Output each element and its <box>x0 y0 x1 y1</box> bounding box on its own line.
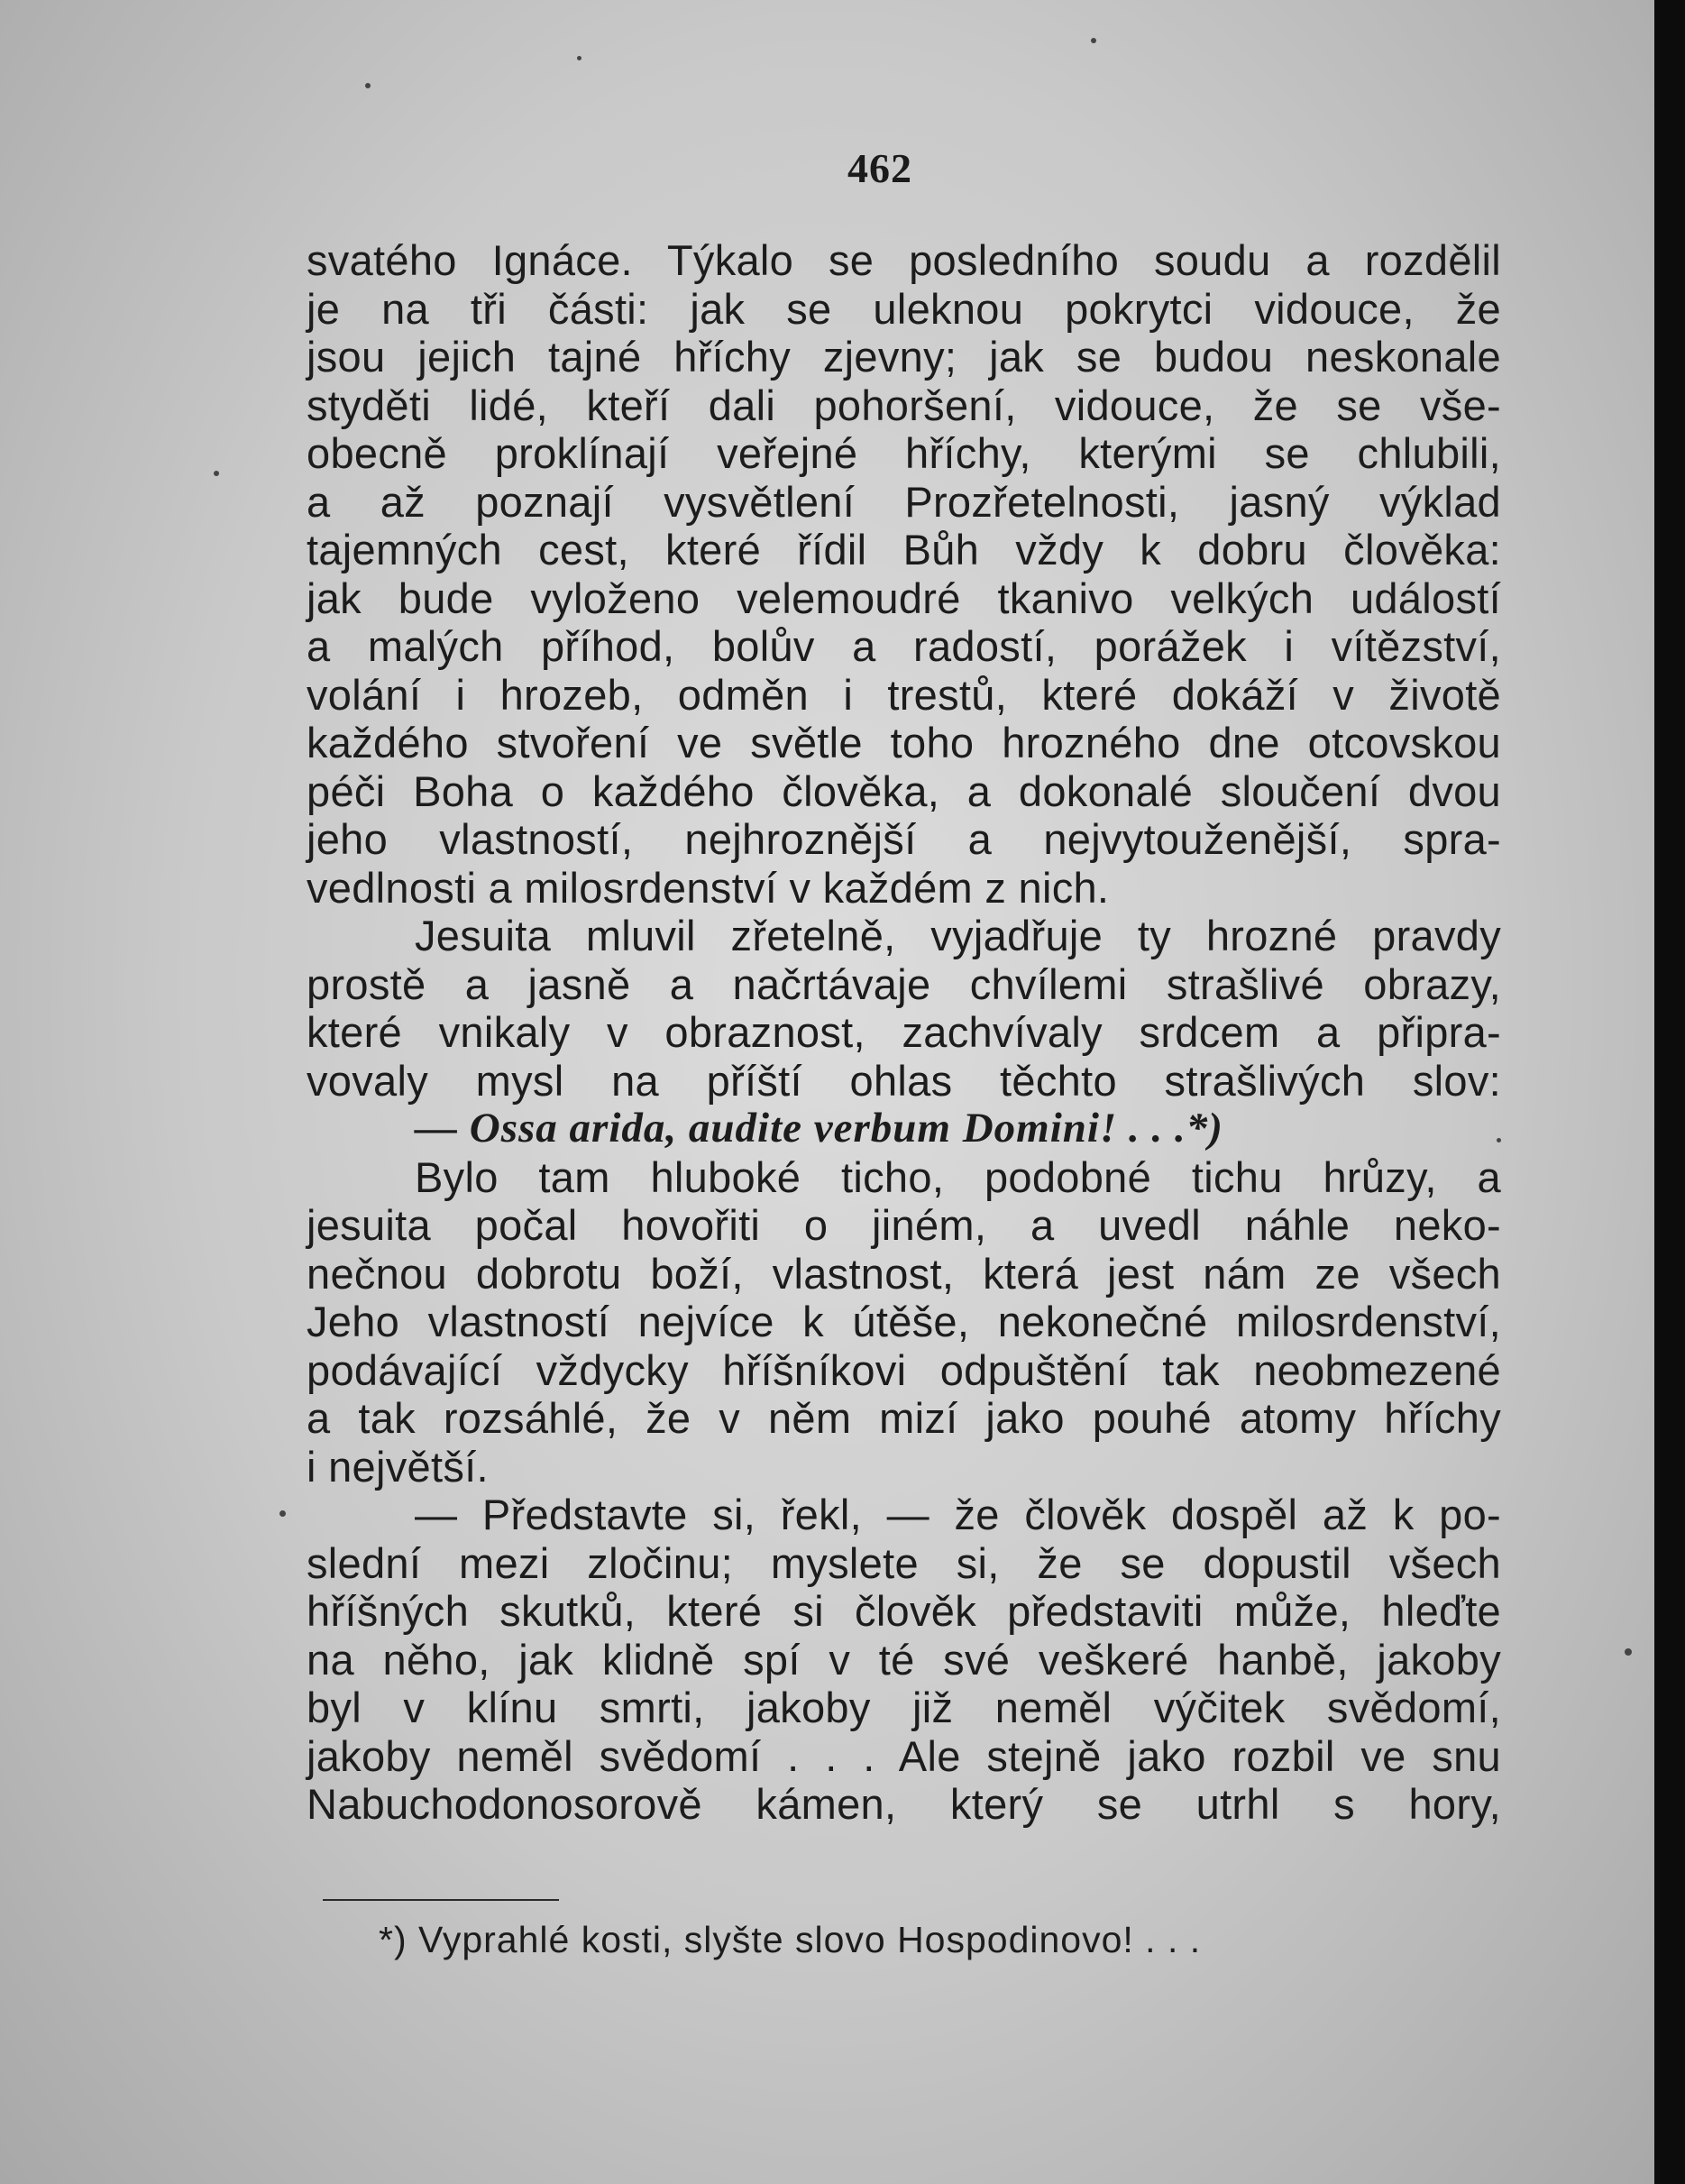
scan-border <box>1654 0 1685 2184</box>
text-line: podávající vždycky hříšníkovi odpuštění tak neobmezené <box>307 1345 1501 1394</box>
text-line: vovaly mysl na příští ohlas těchto strašlivých slov: <box>307 1056 1501 1105</box>
print-speck <box>279 1510 286 1517</box>
text-line: byl v klínu smrti, jakoby již neměl výčitek svědomí, <box>307 1684 1501 1731</box>
text-line: Jesuita mluvil zřetelně, vyjadřuje ty hrozné pravdy <box>415 912 1501 959</box>
text-line: nečnou dobrotu boží, vlastnost, která jest nám ze všech <box>307 1249 1501 1298</box>
text-line: vedlnosti a milosrdenství v každém z nich. <box>307 863 1110 912</box>
text-line: jak bude vyloženo velemoudré tkanivo velkých událostí <box>307 574 1501 622</box>
body-text <box>307 236 1501 1829</box>
text-line: jakoby neměl svědomí . . . Ale stejně jako rozbil ve snu <box>307 1731 1501 1780</box>
text-line: Jeho vlastností nejvíce k útěše, nekonečné milosrdenství, <box>307 1298 1501 1345</box>
text-line: je na tři části: jak se uleknou pokrytci vidouce, že <box>307 284 1501 333</box>
text-line: — Představte si, řekl, — že člověk dospěl až k po- <box>415 1491 1501 1538</box>
print-speck <box>1091 38 1096 43</box>
page-number: 462 <box>847 145 912 191</box>
print-speck <box>365 83 371 88</box>
text-line: a až poznají vysvětlení Prozřetelnosti, jasný výklad <box>307 477 1501 526</box>
print-speck <box>214 471 219 476</box>
text-line: Nabuchodonosorově kámen, který se utrhl s hory, <box>307 1780 1501 1828</box>
footnote-divider <box>323 1899 559 1901</box>
text-line: péči Boha o každého člověka, a dokonalé sloučení dvou <box>307 766 1501 815</box>
text-line: i největší. <box>307 1442 489 1491</box>
print-speck <box>577 56 582 60</box>
text-line: které vnikaly v obraznost, zachvívaly srdcem a připra- <box>307 1008 1501 1056</box>
text-line: Bylo tam hluboké ticho, podobné tichu hrůzy, a <box>415 1152 1501 1201</box>
footnote: *) Vyprahlé kosti, slyšte slovo Hospodinovo! . . . <box>379 1919 1202 1960</box>
text-line: jsou jejich tajné hříchy zjevny; jak se budou neskonale <box>307 333 1501 381</box>
text-line: hříšných skutků, které si člověk představiti může, hleďte <box>307 1587 1501 1635</box>
text-line: jeho vlastností, nejhroznější a nejvytouženější, spra- <box>307 815 1501 863</box>
text-line: a malých příhod, bolův a radostí, porážek i vítězství, <box>307 622 1501 670</box>
text-line: prostě a jasně a načrtávaje chvílemi strašlivé obrazy, <box>307 959 1501 1008</box>
text-line: svatého Ignáce. Týkalo se posledního soudu a rozdělil <box>307 236 1501 284</box>
text-line: jesuita počal hovořiti o jiném, a uvedl náhle neko- <box>307 1201 1501 1249</box>
latin-quote: — Ossa arida, audite verbum Domini! . . .*) <box>415 1105 1223 1152</box>
text-line: obecně proklínají veřejné hříchy, kterými se chlubili, <box>307 429 1501 477</box>
text-line: slední mezi zločinu; myslete si, že se dopustil všech <box>307 1538 1501 1587</box>
text-line: volání i hrozeb, odměn i trestů, které dokáží v životě <box>307 670 1501 719</box>
text-line: na něho, jak klidně spí v té své veškeré hanbě, jakoby <box>307 1635 1501 1684</box>
text-line: styděti lidé, kteří dali pohoršení, vidouce, že se vše- <box>307 381 1501 429</box>
text-line: každého stvoření ve světle toho hrozného dne otcovskou <box>307 719 1501 766</box>
print-speck <box>1625 1648 1632 1656</box>
text-line: tajemných cest, které řídil Bůh vždy k dobru člověka: <box>307 526 1501 574</box>
text-line: a tak rozsáhlé, že v něm mizí jako pouhé atomy hříchy <box>307 1394 1501 1442</box>
